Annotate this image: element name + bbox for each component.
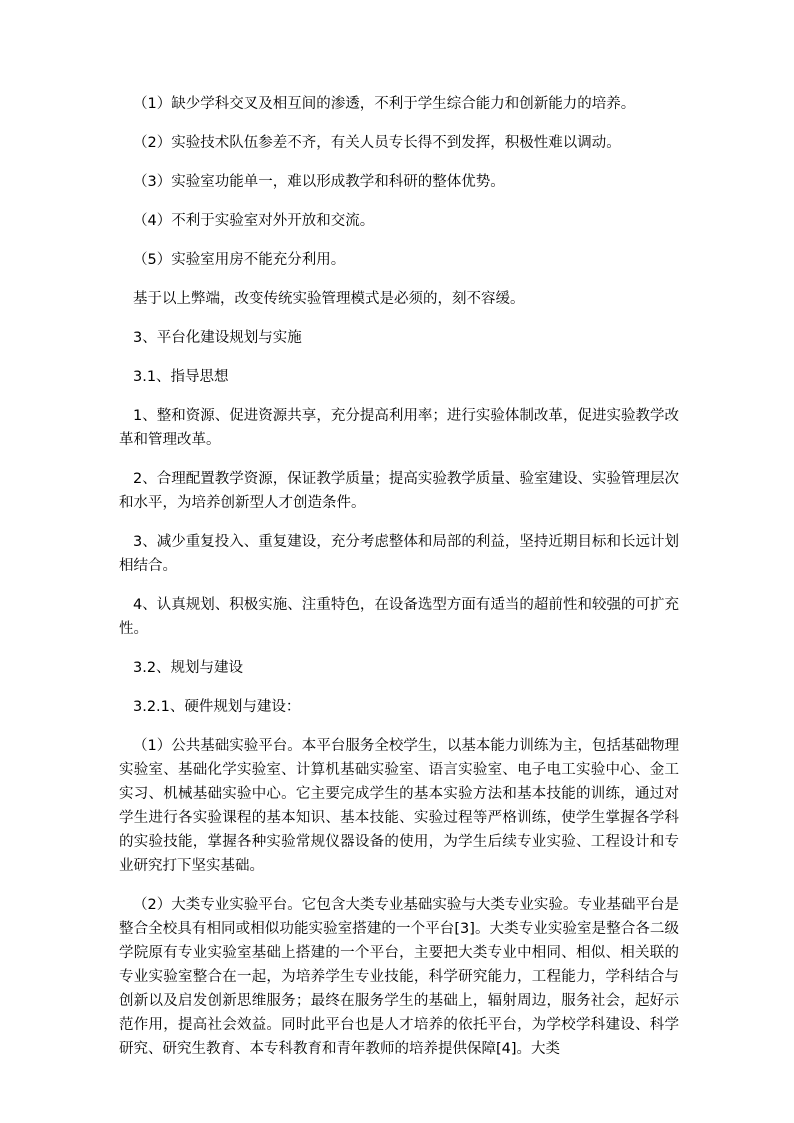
paragraph-problem-1: （1）缺少学科交叉及相互间的渗透，不利于学生综合能力和创新能力的培养。 <box>133 96 636 112</box>
paragraph-problem-5: （5）实验室用房不能充分利用。 <box>133 252 346 268</box>
subsection-heading-3-2: 3.2、规划与建设 <box>133 660 244 676</box>
subsection-heading-3-2-1: 3.2.1、硬件规划与建设： <box>133 699 301 715</box>
subsection-heading-3-1: 3.1、指导思想 <box>133 369 229 385</box>
paragraph-major-platform: （2）大类专业实验平台。它包含大类专业基础实验与大类专业实验。专业基础平台是整合全校具有相同或相似功能实验室搭建的一个平台[3]。大类专业实验室是整合各二级学院原有专业实验室基础上搭建的一个平台，主要把大类专业中相同、相似、相关联的专业实验室整合在一起，为培养学生专业技能，科学研究能力，工程能力，学科结合与创新以及启发创新思维服务；最终在服务学生的基础上，辐射周边，服务社会，起好示范作用，提高社会效益。同时此平台也是人才培养的依托平台，为学校学科建设、科学研究、研究生教育、本专科教育和青年教师的培养提供保障[4]。大类 <box>119 897 679 1057</box>
paragraph-problem-4: （4）不利于实验室对外开放和交流。 <box>133 213 375 229</box>
paragraph-problem-3: （3）实验室功能单一，难以形成教学和科研的整体优势。 <box>133 174 505 190</box>
paragraph-conclusion: 基于以上弊端，改变传统实验管理模式是必须的，刻不容缓。 <box>133 291 525 307</box>
section-heading-3: 3、平台化建设规划与实施 <box>133 330 302 346</box>
paragraph-guideline-3: 3、减少重复投入、重复建设，充分考虑整体和局部的利益，坚持近期目标和长远计划相结合。 <box>119 534 679 574</box>
paragraph-guideline-4: 4、认真规划、积极实施、注重特色，在设备选型方面有适当的超前性和较强的可扩充性。 <box>119 597 679 637</box>
paragraph-public-platform: （1）公共基础实验平台。本平台服务全校学生，以基本能力训练为主，包括基础物理实验室、基础化学实验室、计算机基础实验室、语言实验室、电子电工实验中心、金工实习、机械基础实验中心。它主要完成学生的基本实验方法和基本技能的训练，通过对学生进行各实验课程的基本知识、基本技能、实验过程等严格训练，使学生掌握各学科的实验技能，掌握各种实验常规仪器设备的使用，为学生后续专业实验、工程设计和专业研究打下坚实基础。 <box>119 738 679 874</box>
paragraph-guideline-2: 2、合理配置教学资源，保证教学质量；提高实验教学质量、验室建设、实验管理层次和水平，为培养创新型人才创造条件。 <box>119 471 679 511</box>
document-body <box>119 92 679 1061</box>
paragraph-guideline-1: 1、整和资源、促进资源共享，充分提高利用率；进行实验体制改革，促进实验教学改革和管理改革。 <box>119 408 679 448</box>
paragraph-problem-2: （2）实验技术队伍参差不齐，有关人员专长得不到发挥，积极性难以调动。 <box>133 135 621 151</box>
